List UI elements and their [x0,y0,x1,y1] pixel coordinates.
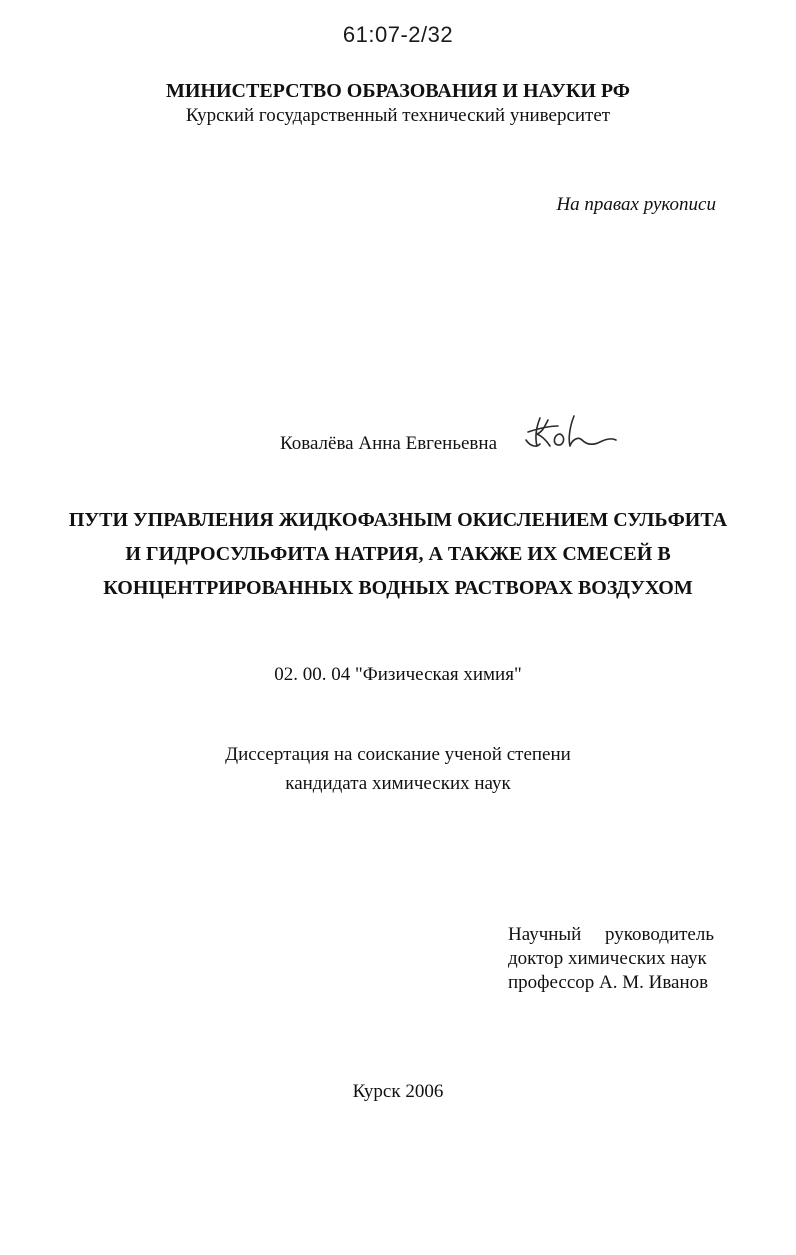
degree-line: Диссертация на соискание ученой степени [225,744,571,765]
title-line: ПУТИ УПРАВЛЕНИЯ ЖИДКОФАЗНЫМ ОКИСЛЕНИЕМ СУЛЬФИТА [68,509,728,531]
title-line: И ГИДРОСУЛЬФИТА НАТРИЯ, А ТАКЖЕ ИХ СМЕСЕЙ В [125,543,671,565]
supervisor-block [508,923,714,995]
city-year: Курск 2006 [352,1081,444,1102]
catalog-number: 61:07-2/32 [342,22,454,47]
supervisor-role-word: руководитель [604,924,714,945]
specialty-code: 02. 00. 04 "Физическая химия" [274,664,522,685]
ministry-heading: МИНИСТЕРСТВО ОБРАЗОВАНИЯ И НАУКИ РФ [166,80,630,102]
university-name: Курский государственный технический университет [185,105,611,126]
degree-line: кандидата химических наук [285,773,511,794]
author-name: Ковалёва Анна Евгеньевна [280,433,497,454]
supervisor-role [508,923,714,947]
rights-note: На правах рукописи [556,194,716,215]
degree-statement [0,740,796,798]
supervisor-name: профессор А. М. Иванов [508,972,709,993]
signature-icon [520,410,620,458]
supervisor-role-word: Научный [508,924,582,945]
dissertation-title [40,503,756,605]
title-line: КОНЦЕНТРИРОВАННЫХ ВОДНЫХ РАСТВОРАХ ВОЗДУХОМ [103,577,693,599]
supervisor-degree: доктор химических наук [508,948,707,969]
